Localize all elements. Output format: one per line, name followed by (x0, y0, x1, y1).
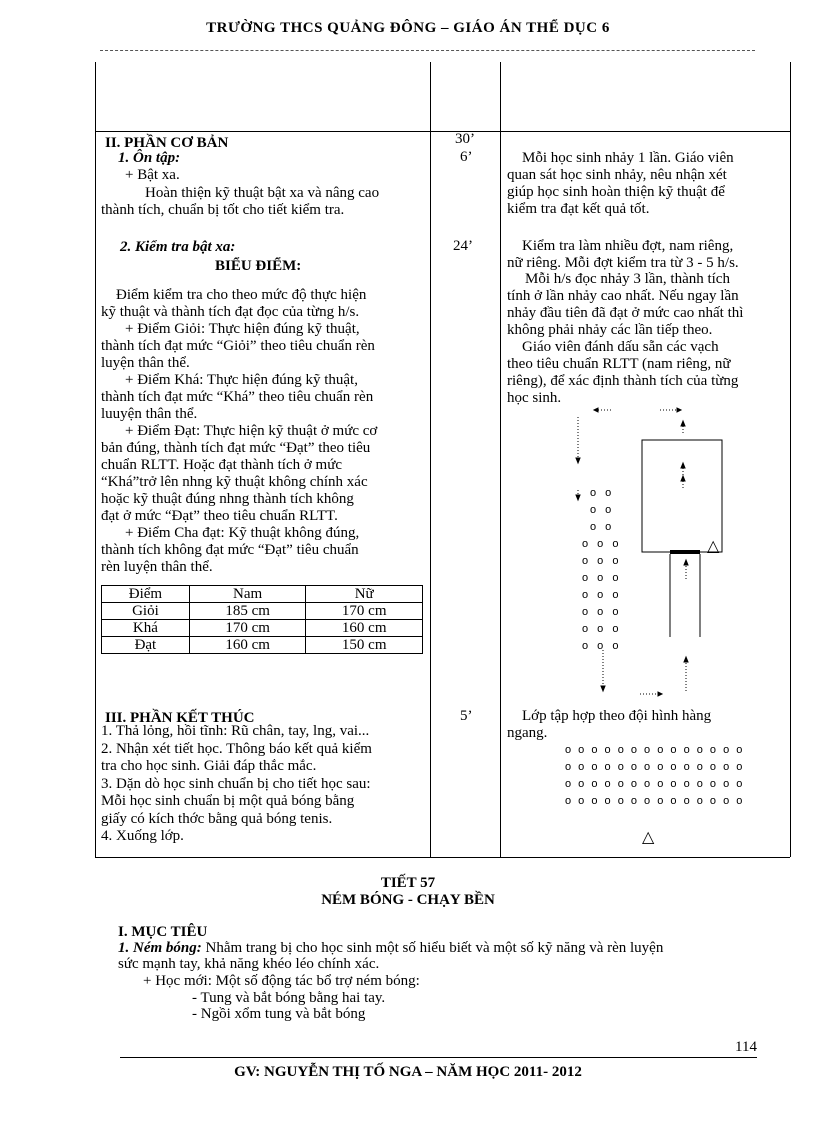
student-row: o o (590, 504, 615, 516)
table-border-bottom (95, 857, 790, 858)
scoring-line-4: thành tích đạt mức “Giỏi” theo tiêu chuẩn rèn (101, 338, 375, 354)
scoring-line-10: bản đúng, thành tích đạt mức “Đạt” theo tiêu (101, 440, 371, 456)
class-formation (565, 742, 744, 810)
section3-line-2: 2. Nhận xét tiết học. Thông báo kết quả kiểm (101, 741, 372, 757)
table-border-right (790, 62, 791, 857)
section3-line-4: 3. Dặn dò học sinh chuẩn bị cho tiết học sau: (101, 776, 371, 792)
section3-time: 5’ (460, 708, 473, 724)
page-number: 114 (735, 1039, 757, 1055)
test-method-10: học sinh. (507, 390, 562, 406)
scoring-title: BIỂU ĐIỂM: (215, 258, 302, 274)
new-learning: + Học mới: Một số động tác bổ trợ ném bóng: (143, 973, 420, 989)
lesson-title: TIẾT 57 (380, 875, 436, 891)
section2-heading: II. PHẦN CƠ BẢN (105, 135, 229, 151)
grade-cell: Đạt (102, 637, 190, 654)
scoring-line-8: luuyện thân thể. (101, 406, 198, 422)
section3-line-7: 4. Xuống lớp. (101, 828, 184, 844)
landing-pit (642, 440, 722, 552)
scoring-line-13: hoặc kỹ thuật đúng nhng thành tích không (101, 491, 354, 507)
review-desc-2: thành tích, chuẩn bị tốt cho tiết kiểm tra. (101, 202, 345, 218)
student-row: o o o (582, 572, 622, 584)
section3-line-3: tra cho học sinh. Giải đáp thắc mắc. (101, 758, 317, 774)
formation-row: o o o o o o o o o o o o o o (565, 795, 745, 807)
section3-method-1: Lớp tập hợp theo đội hình hàng (522, 708, 712, 724)
grade-cell: Khá (102, 620, 190, 637)
student-row: o o o (582, 538, 622, 550)
objective-text: Nhằm trang bị cho học sinh một số hiểu biết và một số kỹ năng và rèn luyện (201, 940, 664, 956)
scoring-line-9: + Điểm Đạt: Thực hiện kỹ thuật ở mức cơ (125, 423, 378, 439)
test-method-3: Mỗi h/s đọc nhảy 3 lần, thành tích (525, 271, 730, 287)
student-row: o o o (582, 606, 622, 618)
footer-rule (120, 1057, 757, 1058)
judge-triangle: △ (707, 538, 720, 555)
scoring-line-5: luyện thân thể. (101, 355, 190, 371)
table-border-mid1 (430, 62, 431, 857)
test-method-7: Giáo viên đánh dấu sẵn các vạch (522, 339, 719, 355)
scoring-line-1: Điểm kiểm tra cho theo mức độ thực hiện (116, 287, 367, 303)
table-row-separator (95, 131, 790, 132)
grade-table (101, 585, 423, 654)
scoring-line-16: thành tích không đạt mức “Đạt” tiêu chuẩn (101, 542, 359, 558)
grade-cell: 160 cm (189, 637, 306, 654)
student-row: o o o (582, 623, 622, 635)
scoring-line-3: + Điểm Giỏi: Thực hiện đúng kỹ thuật, (125, 321, 360, 337)
arrowhead (576, 458, 580, 463)
grade-header-cell: Nam (189, 586, 306, 603)
grade-cell: 185 cm (189, 603, 306, 620)
section3-line-5: Mỗi học sinh chuẩn bị một quả bóng bằng (101, 793, 355, 809)
arrowhead (681, 476, 685, 481)
student-row: o o (590, 487, 615, 499)
arrowhead (601, 686, 605, 691)
lesson-subtitle: NÉM BÓNG - CHẠY BỀN (321, 892, 495, 908)
grade-cell: 170 cm (306, 603, 423, 620)
exercise-item-2: - Ngồi xổm tung và bắt bóng (192, 1006, 366, 1022)
table-border-mid2 (500, 62, 501, 857)
review-time: 6’ (460, 149, 473, 165)
scoring-line-12: “Khá”trở lên nhng kỹ thuật không chính xác (101, 474, 368, 490)
arrowhead (681, 421, 685, 426)
scoring-line-17: rèn luyện thân thể. (101, 559, 213, 575)
review-item: + Bật xa. (125, 167, 180, 183)
review-method-1: Mỗi học sinh nhảy 1 lần. Giáo viên (522, 150, 734, 166)
test-method-1: Kiểm tra làm nhiều đợt, nam riêng, (522, 238, 734, 254)
scoring-line-15: + Điểm Cha đạt: Kỹ thuật không đúng, (125, 525, 360, 541)
test-method-4: tính ở lần nhảy cao nhất. Nếu ngay lần (507, 288, 739, 304)
review-desc-1: Hoàn thiện kỹ thuật bật xa và nâng cao (145, 185, 380, 201)
arrowhead (594, 408, 598, 412)
formation-row: o o o o o o o o o o o o o o (565, 761, 745, 773)
test-method-2: nữ riêng. Mỗi đợt kiểm tra từ 3 - 5 h/s. (507, 255, 739, 271)
section3-heading: III. PHẦN KẾT THÚC (105, 710, 255, 726)
student-row: o o o (582, 640, 622, 652)
header-rule (100, 50, 755, 51)
objective-heading: I. MỤC TIÊU (118, 924, 208, 940)
formation-row: o o o o o o o o o o o o o o (565, 778, 745, 790)
test-title: 2. Kiểm tra bật xa: (120, 239, 236, 255)
table-border-left (95, 62, 96, 857)
review-title: 1. Ôn tập: (118, 150, 181, 166)
scoring-line-2: kỹ thuật và thành tích đạt đọc của từng h/s. (101, 304, 360, 320)
test-method-6: không phải nhảy các lần tiếp theo. (507, 322, 713, 338)
arrowhead (576, 495, 580, 500)
grade-header-cell: Điểm (102, 586, 190, 603)
review-method-2: quan sát học sinh nhảy, nêu nhận xét (507, 167, 727, 183)
exercise-item-1: - Tung và bắt bóng bằng hai tay. (192, 990, 386, 1006)
review-method-3: giúp học sinh hoàn thiện kỹ thuật để (507, 184, 725, 200)
grade-table-header (102, 586, 423, 603)
table-row (102, 603, 423, 620)
section3-line-1: 1. Thả lỏng, hồi tĩnh: Rũ chân, tay, lng, vai... (101, 723, 370, 739)
test-method-8: theo tiêu chuẩn RLTT (nam riêng, nữ (507, 356, 731, 372)
grade-cell: 170 cm (189, 620, 306, 637)
grade-header-cell: Nữ (306, 586, 423, 603)
student-row: o o (590, 521, 615, 533)
student-row: o o o (582, 589, 622, 601)
scoring-line-7: thành tích đạt mức “Khá” theo tiêu chuẩn rèn (101, 389, 374, 405)
grade-cell: 150 cm (306, 637, 423, 654)
scoring-line-6: + Điểm Khá: Thực hiện đúng kỹ thuật, (125, 372, 358, 388)
page-header: TRƯỜNG THCS QUẢNG ĐÔNG – GIÁO ÁN THỂ DỤC 6 (206, 20, 610, 36)
table-row (102, 637, 423, 654)
section3-method-2: ngang. (507, 725, 548, 741)
scoring-line-11: chuẩn RLTT. Hoặc đạt thành tích ở mức (101, 457, 342, 473)
footer-teacher: GV: NGUYỄN THỊ TỐ NGA – NĂM HỌC 2011- 2012 (234, 1064, 582, 1080)
arrowhead (677, 408, 681, 412)
test-method-9: riêng), để xác định thành tích của từng (507, 373, 739, 389)
waiting-students (582, 485, 621, 655)
grade-cell: 160 cm (306, 620, 423, 637)
scoring-line-14: đạt ở mức “Đạt” theo tiêu chuẩn RLTT. (101, 508, 338, 524)
arrowhead (681, 463, 685, 468)
section3-line-6: giấy có kích thớc bằng quả bóng tenis. (101, 811, 333, 827)
arrowhead (684, 560, 688, 565)
objective-line-2: sức mạnh tay, khả năng khéo léo chính xác. (118, 956, 380, 972)
teacher-triangle: △ (642, 829, 655, 846)
test-method-5: nhảy đầu tiên đã đạt ở mức cao nhất thì (507, 305, 744, 321)
student-row: o o o (582, 555, 622, 567)
section2-total-time: 30’ (455, 131, 475, 147)
objective-label: 1. Ném bóng: (118, 940, 202, 956)
formation-row: o o o o o o o o o o o o o o (565, 744, 745, 756)
test-time: 24’ (453, 238, 473, 254)
arrowhead (684, 657, 688, 662)
table-row (102, 620, 423, 637)
arrowhead (658, 692, 662, 696)
review-method-4: kiểm tra đạt kết quả tốt. (507, 201, 650, 217)
grade-cell: Giỏi (102, 603, 190, 620)
